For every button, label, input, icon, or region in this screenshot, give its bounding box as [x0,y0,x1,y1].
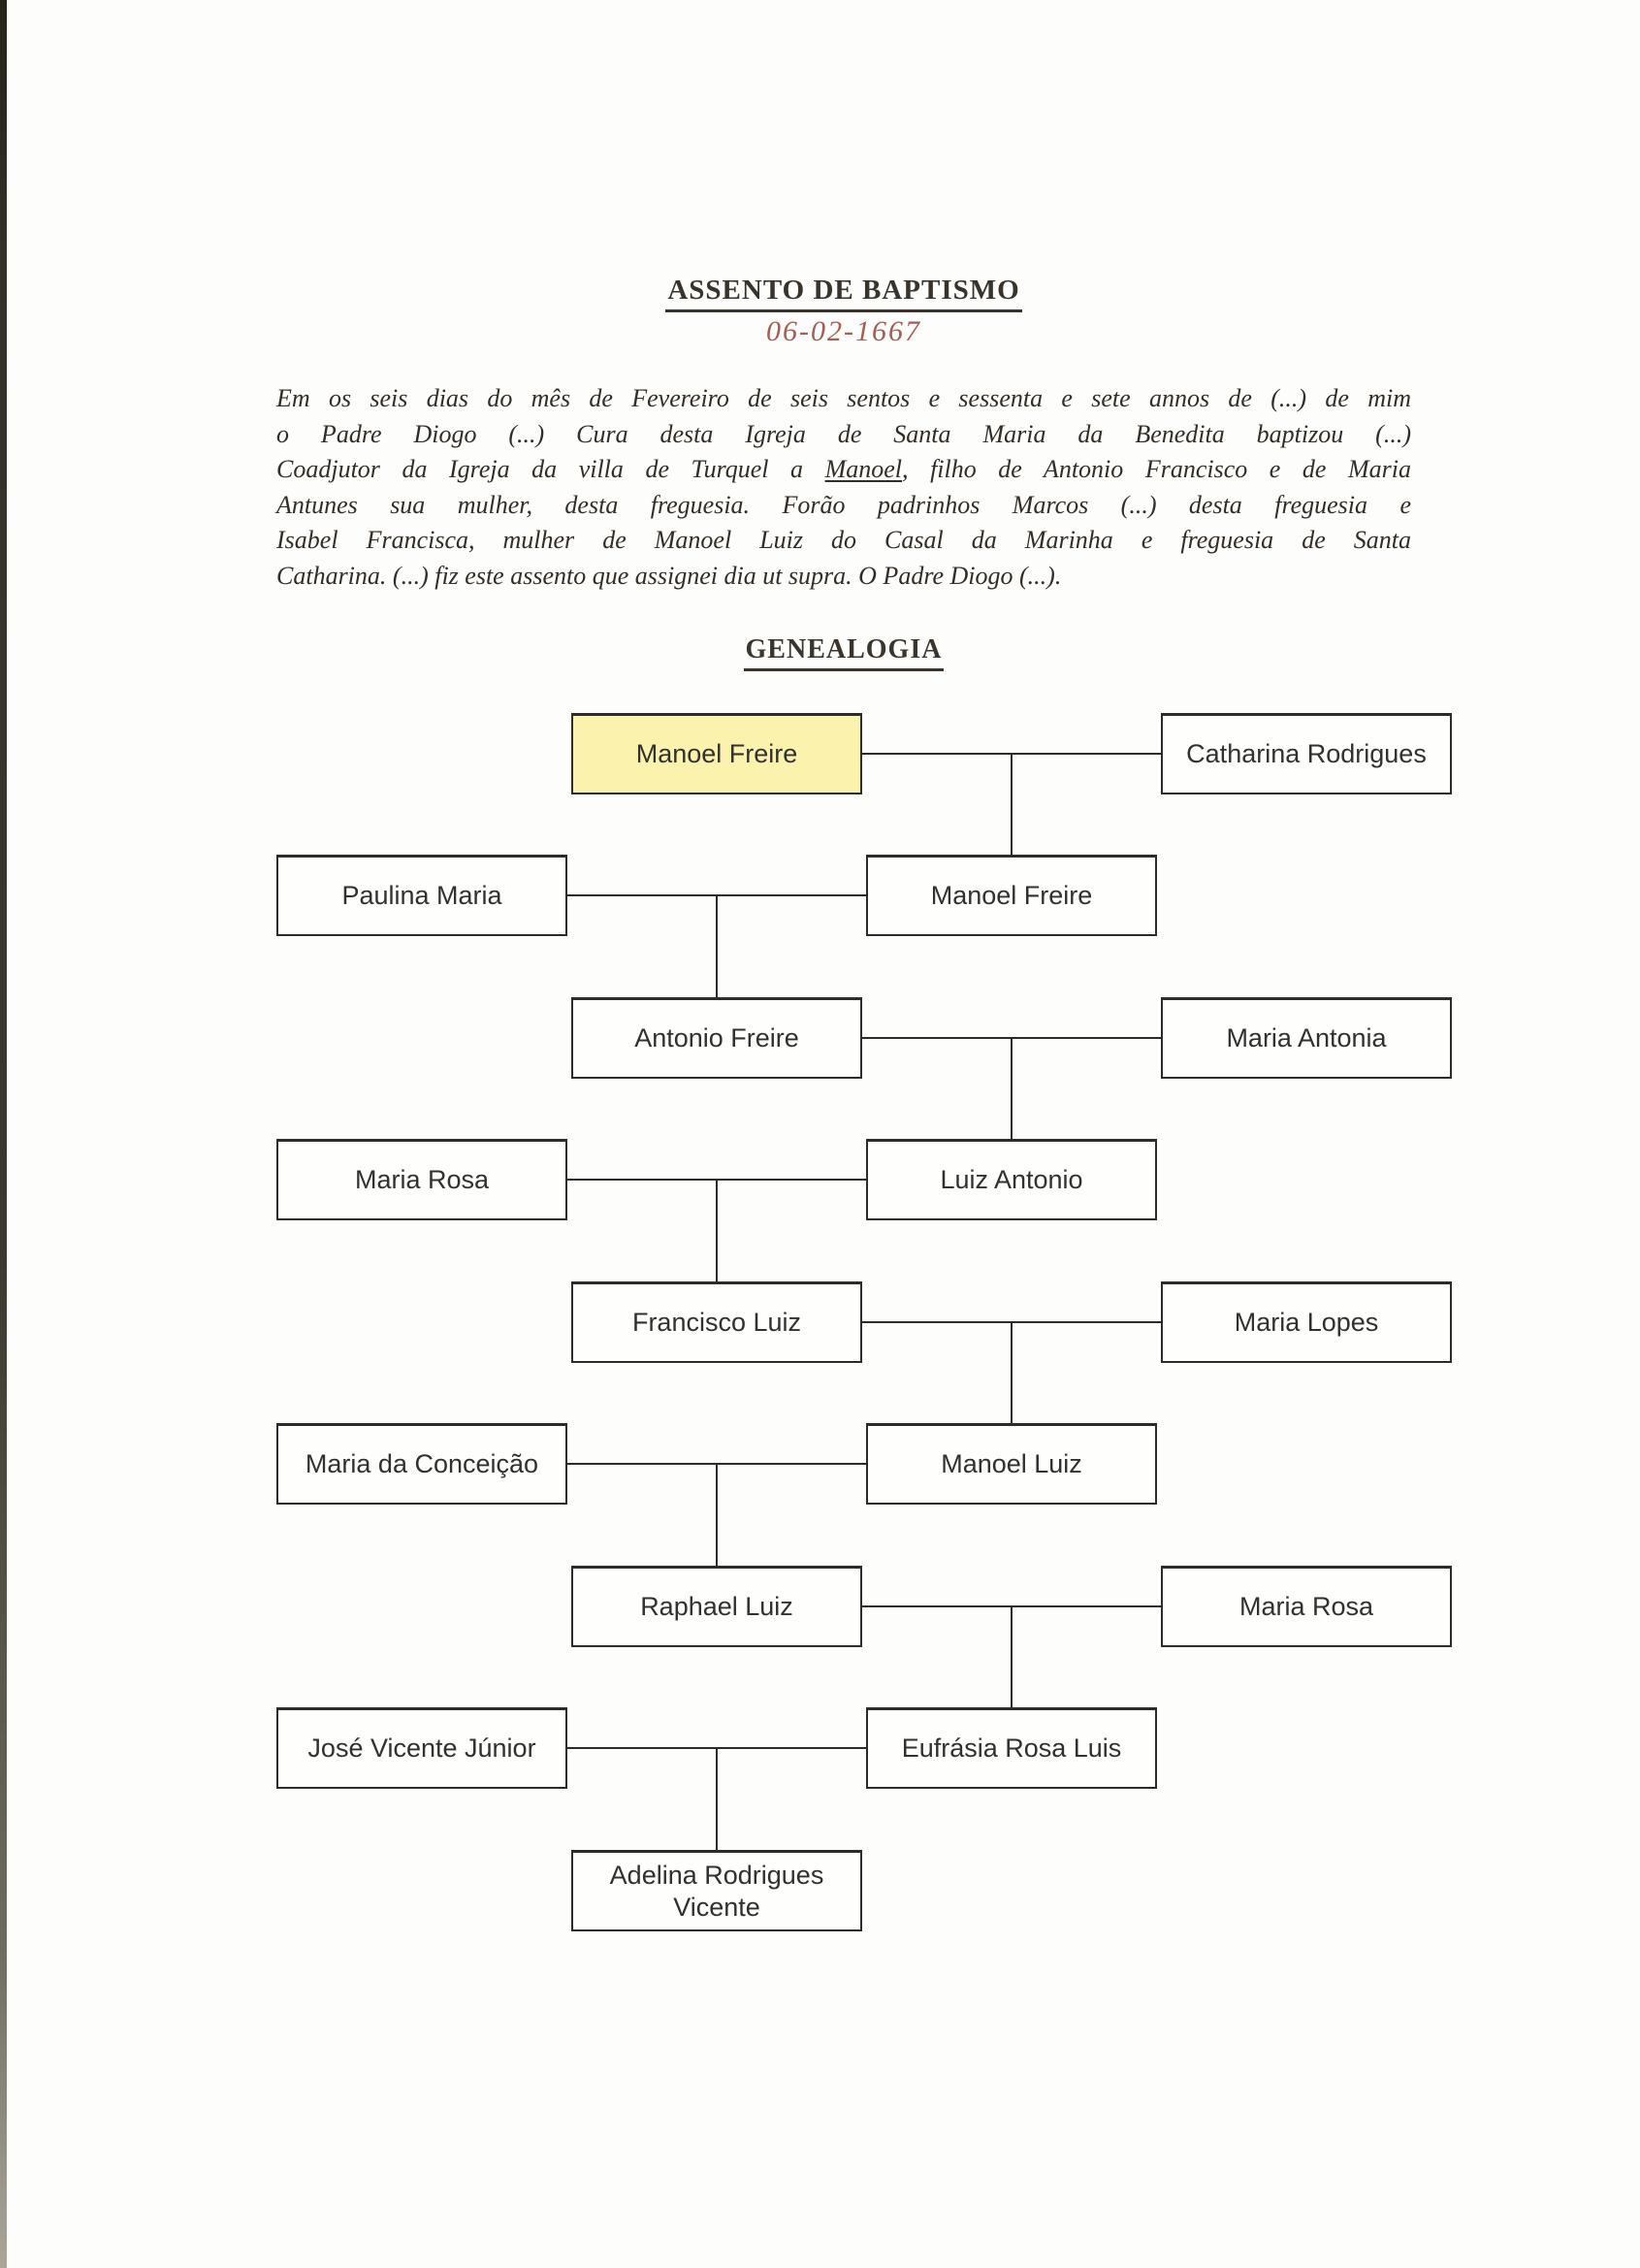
person-box-catharina-rodrigues [1161,713,1452,794]
record-line-1: Em os seis dias do mês de Fevereiro de seis sentos e sessenta e sete annos de (...) de mim [276,384,1411,412]
descent-connector-line [1011,1038,1013,1139]
person-name: Luiz Antonio [940,1165,1083,1194]
descent-connector-line [716,1464,718,1566]
descent-connector-line [1011,1606,1013,1707]
person-box-raphael-luiz [571,1566,862,1647]
descent-connector-line [716,1748,718,1850]
person-box-adelina-rodrigues-vicente [571,1850,862,1931]
person-box-francisco-luiz [571,1281,862,1363]
person-name: Eufrásia Rosa Luis [901,1733,1122,1763]
person-box-maria-rosa-2 [1161,1566,1452,1647]
person-name: Manoel Freire [930,881,1093,910]
genealogy-heading: GENEALOGIA [744,634,945,671]
record-line-2: o Padre Diogo (...) Cura desta Igreja de Santa Maria da Benedita baptizou (...) [276,419,1411,448]
person-box-eufrasia-rosa-luis [866,1707,1157,1789]
person-box-antonio-freire [571,997,862,1079]
person-box-maria-antonia [1161,997,1452,1079]
person-name: Maria Lopes [1234,1308,1379,1337]
person-name: Maria Rosa [354,1165,490,1194]
person-name: Manoel Luiz [941,1449,1082,1478]
person-name: Francisco Luiz [631,1308,802,1337]
person-name: Adelina Rodrigues Vicente [609,1860,824,1922]
descent-connector-line [716,1180,718,1281]
person-name: Maria da Conceição [305,1449,539,1478]
record-line-3-prefix: Coadjutor da Igreja da villa de Turquel a [276,455,825,483]
underlined-child-name: Manoel [824,455,903,483]
person-name: Paulina Maria [341,881,502,910]
descent-connector-line [1011,754,1013,855]
record-line-4: Antunes sua mulher, desta freguesia. Forão padrinhos Marcos (...) desta freguesia e [276,490,1411,519]
person-name: José Vicente Júnior [307,1733,536,1763]
person-box-maria-rosa-1 [276,1139,567,1220]
record-line-5: Isabel Francisca, mulher de Manoel Luiz do Casal da Marinha e freguesia de Santa [276,526,1411,554]
record-line-3-suffix: , filho de Antonio Francisco e de Maria [902,455,1411,483]
person-name: Maria Rosa [1238,1592,1374,1621]
person-box-manoel-freire-2 [866,855,1157,936]
person-name: Antonio Freire [634,1023,799,1053]
descent-connector-line [716,895,718,997]
person-box-maria-da-conceicao [276,1423,567,1505]
person-box-manoel-freire-highlighted [571,713,862,794]
descent-connector-line [1011,1322,1013,1423]
person-name: Catharina Rodrigues [1186,739,1427,768]
person-box-luiz-antonio [866,1139,1157,1220]
document-title: ASSENTO DE BAPTISMO [665,275,1021,312]
person-name: Raphael Luiz [640,1592,793,1621]
person-box-maria-lopes [1161,1281,1452,1363]
person-box-paulina-maria [276,855,567,936]
record-date: 06-02-1667 [766,315,921,347]
record-line-6: Catharina. (...) fiz este assento que assignei dia ut supra. O Padre Diogo (...). [276,561,1062,590]
person-box-jose-vicente-junior [276,1707,567,1789]
person-name: Maria Antonia [1226,1023,1387,1053]
person-name: Manoel Freire [635,739,798,768]
person-box-manoel-luiz [866,1423,1157,1505]
